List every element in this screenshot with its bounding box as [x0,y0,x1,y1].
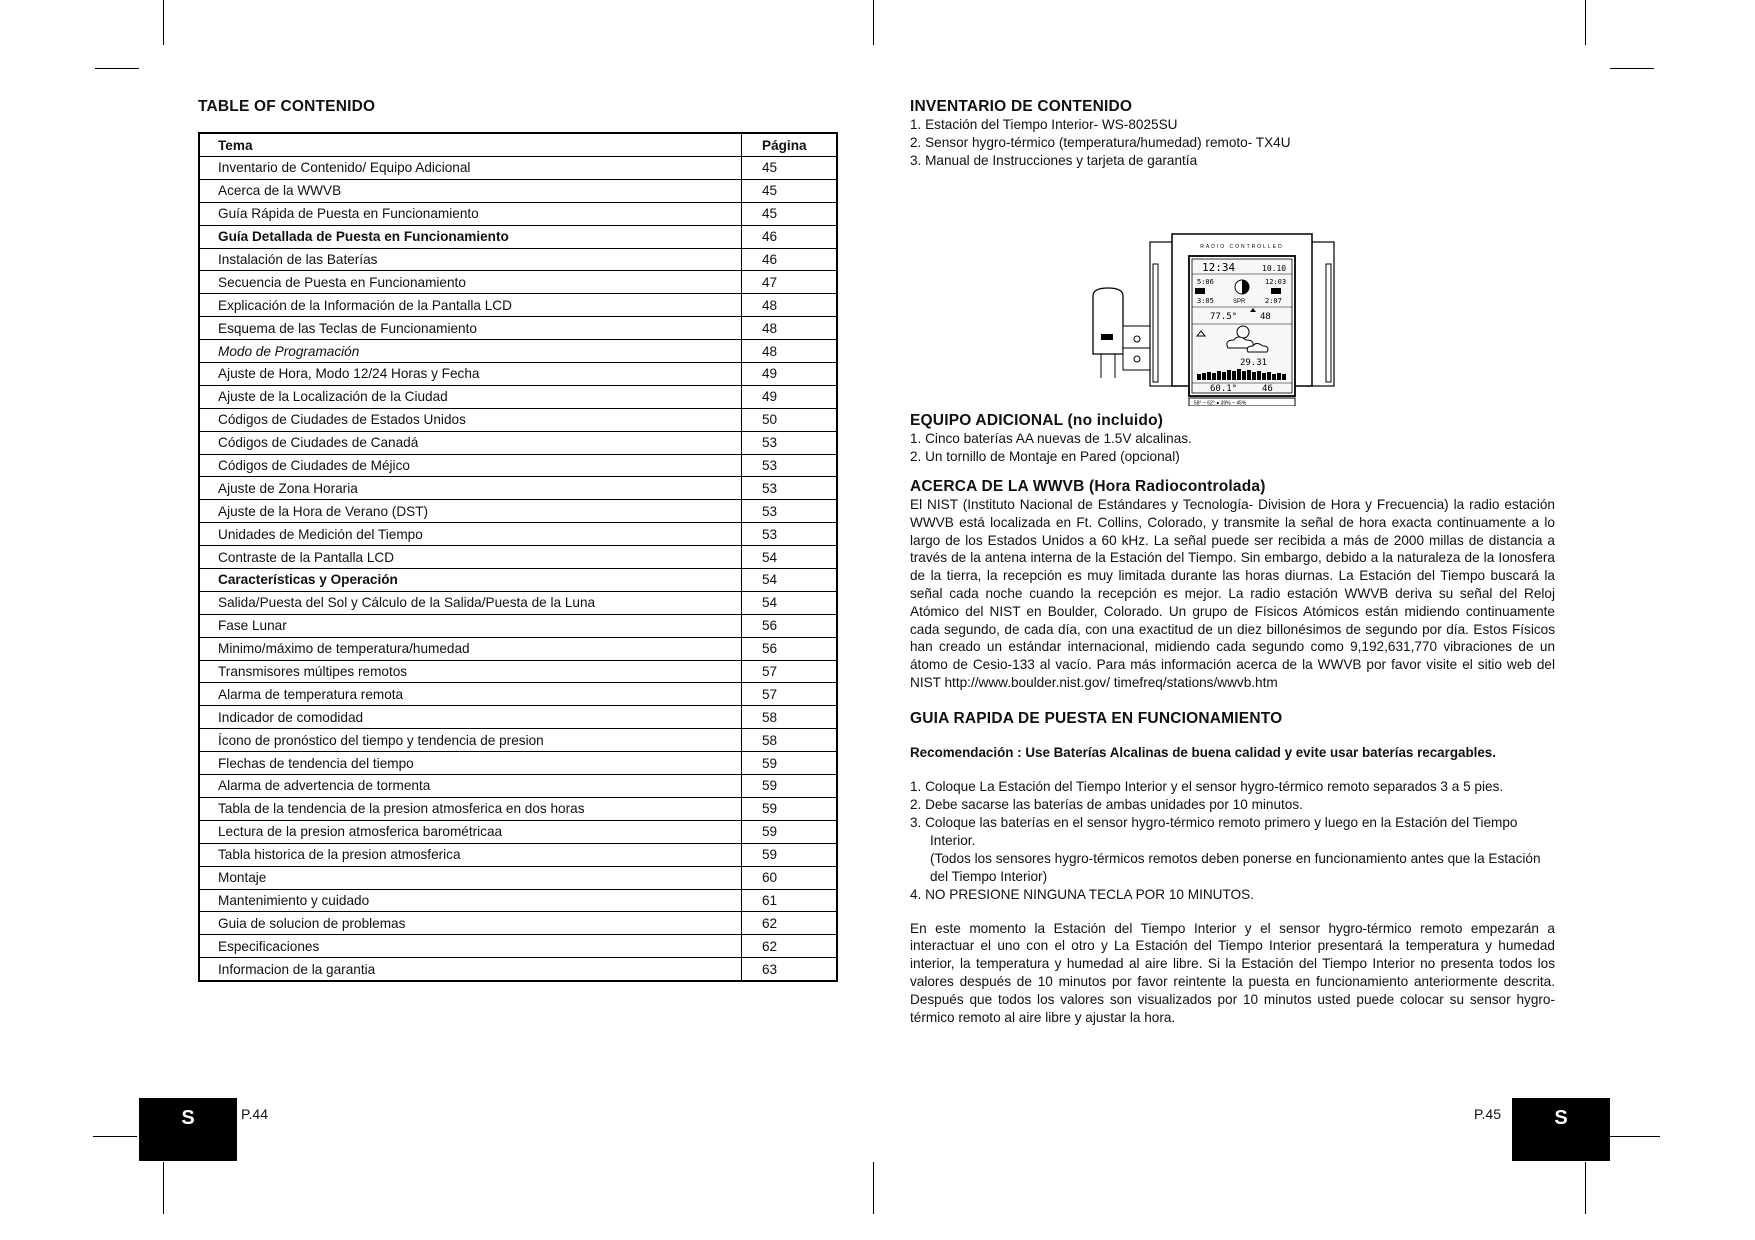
toc-row [199,477,837,500]
toc-row [199,706,837,729]
toc-page: 46 [742,248,838,271]
toc-page: 53 [742,477,838,500]
left-page [198,98,840,982]
quick-guide-steps [910,778,1555,904]
toc-page: 46 [742,225,838,248]
lcd-spr: SPR [1233,299,1246,305]
toc-row [199,294,837,317]
toc-row [199,591,837,614]
lcd-sunrise: 5:06 [1197,278,1214,286]
toc-row [199,408,837,431]
toc-row [199,866,837,889]
crop-mark [163,0,164,45]
toc-page: 45 [742,202,838,225]
crop-mark [1585,1162,1586,1214]
toc-topic: Ajuste de la Hora de Verano (DST) [199,500,742,523]
toc-page: 45 [742,157,838,180]
toc-topic: Especificaciones [199,935,742,958]
toc-page: 49 [742,385,838,408]
list-item: 2. Debe sacarse las baterías de ambas unidades por 10 minutos. [910,796,1303,812]
toc-page: 62 [742,935,838,958]
lcd-date: 10.10 [1262,264,1287,273]
toc-row [199,614,837,637]
list-item: 3. Coloque las baterías en el sensor hygro-térmico remoto primero y luego en la Estación del Tiempo Interior. [910,814,1518,848]
toc-topic: Minimo/máximo de temperatura/humedad [199,637,742,660]
toc-page: 62 [742,912,838,935]
list-item: 1. Estación del Tiempo Interior- WS-8025SU [910,117,1178,132]
toc-row [199,431,837,454]
toc-row [199,820,837,843]
toc-topic: Unidades de Medición del Tiempo [199,523,742,546]
recommendation: Recomendación : Use Baterías Alcalinas de buena calidad y evite usar baterías recargables. [910,744,1496,760]
toc-topic: Explicación de la Información de la Pantalla LCD [199,294,742,317]
lcd-indoor-humidity: 48 [1260,312,1271,322]
toc-row [199,225,837,248]
toc-header-page: Página [742,133,838,157]
lcd-moonrise: 3:05 [1197,297,1214,305]
toc-topic: Contraste de la Pantalla LCD [199,546,742,569]
toc-page: 48 [742,294,838,317]
toc-row [199,340,837,363]
toc-topic: Guia de solucion de problemas [199,912,742,935]
section-tab-right: S [1512,1098,1610,1161]
toc-row [199,637,837,660]
equipment-list [910,430,1555,466]
toc-row [199,248,837,271]
toc-page: 48 [742,340,838,363]
crop-mark [1610,1136,1660,1137]
crop-mark [1585,0,1586,45]
toc-topic: Alarma de temperatura remota [199,683,742,706]
toc-row [199,385,837,408]
toc-topic: Transmisores múltipes remotos [199,660,742,683]
toc-row [199,935,837,958]
toc-topic: Códigos de Ciudades de Méjico [199,454,742,477]
toc-page: 59 [742,843,838,866]
toc-page: 59 [742,797,838,820]
toc-row [199,179,837,202]
page-number-left: P.44 [241,1106,268,1122]
lcd-outdoor-humidity: 46 [1262,384,1273,394]
list-item: (Todos los sensores hygro-térmicos remotos deben ponerse en funcionamiento antes que la Estación del Tiempo Interior) [930,850,1541,884]
toc-topic: Indicador de comodidad [199,706,742,729]
toc-page: 53 [742,523,838,546]
toc-row [199,660,837,683]
toc-topic: Inventario de Contenido/ Equipo Adicional [199,157,742,180]
page-number-right: P.45 [1474,1106,1501,1122]
toc-topic: Flechas de tendencia del tiempo [199,752,742,775]
toc-topic: Modo de Programación [199,340,742,363]
toc-topic: Ícono de pronóstico del tiempo y tendencia de presion [199,729,742,752]
toc-row [199,843,837,866]
toc-table [198,132,838,982]
toc-row [199,752,837,775]
toc-topic: Tabla historica de la presion atmosferica [199,843,742,866]
toc-row [199,454,837,477]
lcd-moonset: 2:07 [1265,297,1282,305]
toc-topic: Montaje [199,866,742,889]
toc-row [199,523,837,546]
equipment-title: EQUIPO ADICIONAL (no incluido) [910,412,1164,429]
toc-page: 45 [742,179,838,202]
toc-page: 54 [742,591,838,614]
inventory-title: INVENTARIO DE CONTENIDO [910,98,1133,115]
toc-row [199,500,837,523]
right-page [910,98,1555,1026]
toc-topic: Guía Rápida de Puesta en Funcionamiento [199,202,742,225]
crop-mark [163,1162,164,1214]
list-item: 2. Un tornillo de Montaje en Pared (opcional) [910,449,1180,464]
toc-row [199,546,837,569]
toc-header-topic: Tema [199,133,742,157]
toc-row [199,889,837,912]
toc-page: 48 [742,317,838,340]
lcd-sunset: 12:03 [1265,278,1287,286]
lcd-pressure: 29.31 [1240,358,1268,368]
toc-topic: Informacion de la garantia [199,958,742,981]
toc-row [199,569,837,592]
toc-topic: Instalación de las Baterías [199,248,742,271]
toc-topic: Características y Operación [199,569,742,592]
weather-station-drawing [910,176,1555,406]
crop-mark [93,1136,137,1137]
section-tab-left: S [139,1098,237,1161]
radio-controlled-label: RADIO CONTROLLED [1200,244,1284,250]
toc-page: 59 [742,820,838,843]
toc-title: TABLE OF CONTENIDO [198,98,376,115]
toc-page: 57 [742,660,838,683]
crop-mark [873,0,874,45]
toc-row [199,157,837,180]
crop-mark [1610,68,1654,69]
toc-topic: Códigos de Ciudades de Estados Unidos [199,408,742,431]
closing-paragraph: En este momento la Estación del Tiempo Interior y el sensor hygro-térmico remoto empezarán a interactuar el uno con el otro y La Estación del Tiempo Interior presentará la temperatura y humedad interior, la temperatura y humedad al aire libre. Si la Estación del Tiempo Interior no presenta todos los valores después de 10 minutos por favor reintente la puesta en funcionamiento anteriormente descrita. Después que todos los valores son visualizados por 10 minutos usted puede colocar su sensor hygro-térmico remoto al aire libre y ajustar la hora. [910,920,1555,1025]
toc-page: 60 [742,866,838,889]
toc-row [199,958,837,981]
toc-topic: Ajuste de la Localización de la Ciudad [199,385,742,408]
list-item: 4. NO PRESIONE NINGUNA TECLA POR 10 MINUTOS. [910,886,1254,902]
lcd-time: 12:34 [1202,261,1236,274]
toc-page: 59 [742,775,838,798]
toc-page: 50 [742,408,838,431]
toc-topic: Secuencia de Puesta en Funcionamiento [199,271,742,294]
toc-row [199,317,837,340]
toc-topic: Tabla de la tendencia de la presion atmosferica en dos horas [199,797,742,820]
toc-row [199,202,837,225]
toc-page: 57 [742,683,838,706]
toc-page: 59 [742,752,838,775]
list-item: 1. Cinco baterías AA nuevas de 1.5V alcalinas. [910,431,1192,446]
toc-topic: Alarma de advertencia de tormenta [199,775,742,798]
list-item: 3. Manual de Instrucciones y tarjeta de garantía [910,153,1198,168]
toc-page: 53 [742,431,838,454]
list-item: 2. Sensor hygro-térmico (temperatura/humedad) remoto- TX4U [910,135,1291,150]
toc-topic: Ajuste de Hora, Modo 12/24 Horas y Fecha [199,363,742,386]
toc-page: 47 [742,271,838,294]
inventory-list [910,116,1555,170]
toc-row [199,729,837,752]
crop-mark [873,1162,874,1214]
toc-page: 49 [742,363,838,386]
toc-page: 61 [742,889,838,912]
weather-station-illustration [910,176,1555,406]
toc-topic: Salida/Puesta del Sol y Cálculo de la Salida/Puesta de la Luna [199,591,742,614]
toc-page: 54 [742,569,838,592]
toc-topic: Lectura de la presion atmosferica barométricaa [199,820,742,843]
toc-topic: Mantenimiento y cuidado [199,889,742,912]
toc-page: 53 [742,454,838,477]
toc-topic: Esquema de las Teclas de Funcionamiento [199,317,742,340]
toc-row [199,797,837,820]
toc-page: 63 [742,958,838,981]
toc-row [199,271,837,294]
toc-page: 56 [742,637,838,660]
toc-header-row [199,133,837,157]
toc-topic: Fase Lunar [199,614,742,637]
list-item: 1. Coloque La Estación del Tiempo Interior y el sensor hygro-térmico remoto separados 3 a 5 pies. [910,778,1504,794]
toc-page: 58 [742,729,838,752]
toc-topic: Códigos de Ciudades de Canadá [199,431,742,454]
toc-page: 53 [742,500,838,523]
crop-mark [95,68,139,69]
toc-row [199,775,837,798]
toc-page: 56 [742,614,838,637]
wwvb-title: ACERCA DE LA WWVB (Hora Radiocontrolada) [910,478,1266,495]
lcd-outdoor-range: 58° ~ 62° ● 39% ~ 45% [1194,400,1247,406]
toc-page: 58 [742,706,838,729]
toc-topic: Guía Detallada de Puesta en Funcionamiento [199,225,742,248]
remote-sensor [1093,288,1151,378]
quick-guide-title: GUIA RAPIDA DE PUESTA EN FUNCIONAMIENTO [910,709,1283,727]
toc-row [199,683,837,706]
toc-topic: Acerca de la WWVB [199,179,742,202]
lcd-outdoor-temp: 60.1° [1210,384,1238,394]
toc-row [199,912,837,935]
wwvb-paragraph: El NIST (Instituto Nacional de Estándares y Tecnología- Division de Hora y Frecuencia) la radio estación WWVB está localizada en Ft. Collins, Colorado, y transmite la señal de hora exacta continuamente a lo largo de los Estados Unidos a 60 kHz. La señal puede ser recibida a más de 2000 millas de distancia a través de la antena interna de la Estación del Tiempo. Sin embargo, debido a la naturaleza de la Ionosfera de la tierra, la recepción es muy limitada durante las horas diurnas. La Estación del Tiempo buscará la señal cada noche cuando la recepción es mejor. La radio estación WWVB deriva su señal del Reloj Atómico del NIST en Boulder, Colorado. Un grupo de Físicos Atómicos están midiendo continuamente cada segundo, de cada día, con una exactitud de un diez billonésimos de segundo por día. Estos Físicos han creado un estándar internacional, midiendo cada segundo como 9,192,631,770 vibraciones de un átomo de Cesio-133 al vacío. Para más información acerca de la WWVB por favor visite el sitio web del NIST http://www.boulder.nist.gov/ timefreq/stations/wwvb.htm [910,497,1555,690]
indoor-station [1150,234,1334,406]
toc-page: 54 [742,546,838,569]
toc-row [199,363,837,386]
toc-topic: Ajuste de Zona Horaria [199,477,742,500]
lcd-indoor-temp: 77.5° [1210,312,1238,322]
